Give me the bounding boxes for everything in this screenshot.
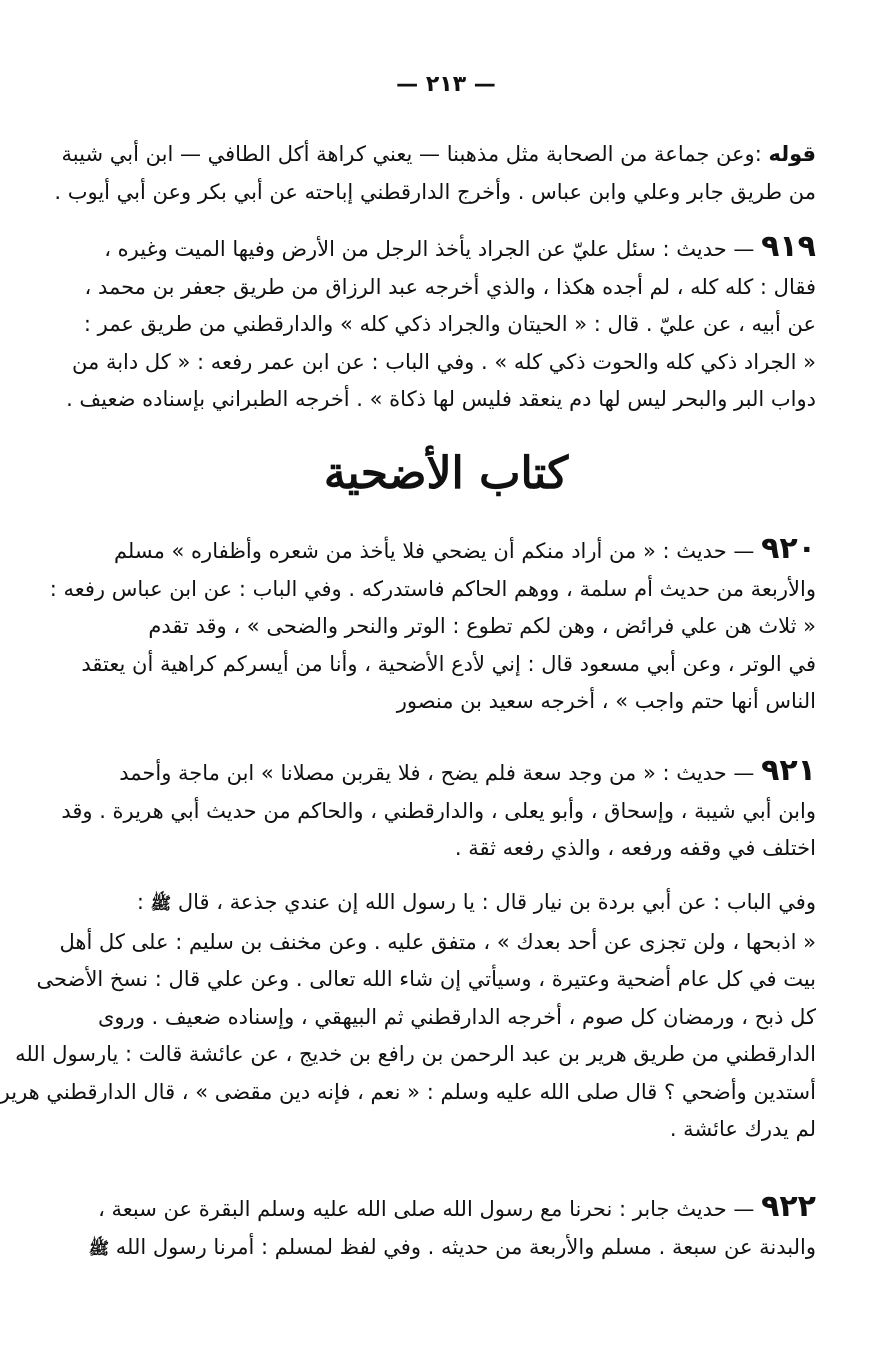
page-number: — ٢١٣ — (396, 72, 496, 97)
lead-word: قوله (768, 142, 816, 166)
text-line: لم يدرك عائشة . (669, 1117, 816, 1141)
line-text: — حديث : سئل عليّ عن الجراد يأخذ الرجل من الأرض وفيها الميت وغيره ، (104, 237, 755, 261)
hadith-922 (88, 1188, 816, 1268)
hadith-number: ٩١٩ (761, 229, 816, 264)
text-line: « ثلاث هن علي فرائض ، وهن لكم تطوع : الوتر والنحر والضحى » ، وقد تقدم (148, 614, 816, 638)
text-line: أستدين وأضحي ؟ قال صلى الله عليه وسلم : « نعم ، فإنه دين مقضى » ، قال الدارقطني هرير (0, 1079, 816, 1104)
line-text: — حديث : « من وجد سعة فلم يضح ، فلا يقربن مصلانا » ابن ماجة وأحمد (119, 761, 755, 785)
text-line (88, 1229, 816, 1269)
text-line (96, 884, 816, 924)
text-line (96, 228, 816, 269)
text-line: كل ذبح ، ورمضان كل صوم ، أخرجه الدارقطني ثم البيهقي ، وإسناده ضعيف . وروى (97, 1004, 816, 1029)
text-line: وابن أبي شيبة ، وإسحاق ، وأبو يعلى ، والدارقطني ، والحاكم من حديث أبي هريرة . وقد (61, 798, 816, 823)
line-text: والبدنة عن سبعة . مسلم والأربعة من حديثه . وفي لفظ لمسلم : أمرنا رسول الله (115, 1234, 816, 1259)
text-line: اختلف في وقفه ورفعه ، والذي رفعه ثقة . (454, 836, 816, 860)
hadith-919 (66, 228, 816, 419)
hadith-920 (49, 530, 816, 721)
text-line: والأربعة من حديث أم سلمة ، ووهم الحاكم فاستدركه . وفي الباب : عن ابن عباس رفعه : (49, 576, 816, 601)
salla-glyph: ﷺ (88, 1238, 110, 1259)
salla-glyph: ﷺ (150, 894, 172, 914)
text-line: دواب البر والبحر ليس لها دم ينعقد فليس لها ذكاة » . أخرجه الطبراني بإسناده ضعيف . (66, 387, 816, 411)
text-line: بيت في كل عام أضحية وعتيرة ، وسيأتي إن شاء الله تعالى . وعن علي قال : نسخ الأضحى (36, 967, 816, 991)
text-line (96, 752, 816, 793)
line-text: وفي الباب : عن أبي بردة بن نيار قال : يا رسول الله إن عندي جذعة ، قال (177, 890, 816, 914)
hadith-921 (61, 752, 816, 868)
text-line: « الجراد ذكي كله والحوت ذكي كله » . وفي الباب : عن ابن عمر رفعه : « كل دابة من (72, 349, 816, 374)
hadith-number: ٩٢٢ (761, 1189, 816, 1224)
hadith-number: ٩٢١ (761, 753, 816, 788)
text-line: عن أبيه ، عن عليّ . قال : « الحيتان والجراد ذكي كله » والدارقطني من طريق عمر : (83, 312, 816, 336)
section-title: كتاب الأضحية (323, 448, 569, 499)
commentary-paragraph (54, 136, 816, 211)
line-text: : (136, 890, 144, 914)
line-text: — حديث جابر : نحرنا مع رسول الله صلى الله عليه وسلم البقرة عن سبعة ، (98, 1197, 755, 1221)
hadith-number: ٩٢٠ (761, 531, 816, 566)
text-line: فقال : كله كله ، لم أجده هكذا ، والذي أخرجه عبد الرزاق من طريق جعفر بن محمد ، (84, 274, 816, 299)
fil-bab-paragraph (0, 884, 816, 1149)
text-line: « اذبحها ، ولن تجزى عن أحد بعدك » ، متفق عليه . وعن مخنف بن سليم : على كل أهل (59, 929, 816, 954)
text-line (96, 530, 816, 571)
text-line: من طريق جابر وعلي وابن عباس . وأخرج الدارقطني إباحته عن أبي بكر وعن أبي أيوب . (54, 179, 816, 204)
text-line: الناس أنها حتم واجب » ، أخرجه سعيد بن منصور (396, 689, 816, 713)
text-line: في الوتر ، وعن أبي مسعود قال : إني لأدع الأضحية ، وأنا من أيسركم كراهية أن يعتقد (81, 651, 816, 676)
line-text: — حديث : « من أراد منكم أن يضحي فلا يأخذ من شعره وأظفاره » مسلم (113, 539, 755, 563)
text-line: الدارقطني من طريق هرير بن عبد الرحمن بن رافع بن خديج ، عن عائشة قالت : يارسول الله (15, 1042, 816, 1066)
line-text: :وعن جماعة من الصحابة مثل مذهبنا — يعني كراهة أكل الطافي — ابن أبي شيبة (61, 142, 762, 166)
text-line (96, 1188, 816, 1229)
text-line (61, 136, 816, 174)
